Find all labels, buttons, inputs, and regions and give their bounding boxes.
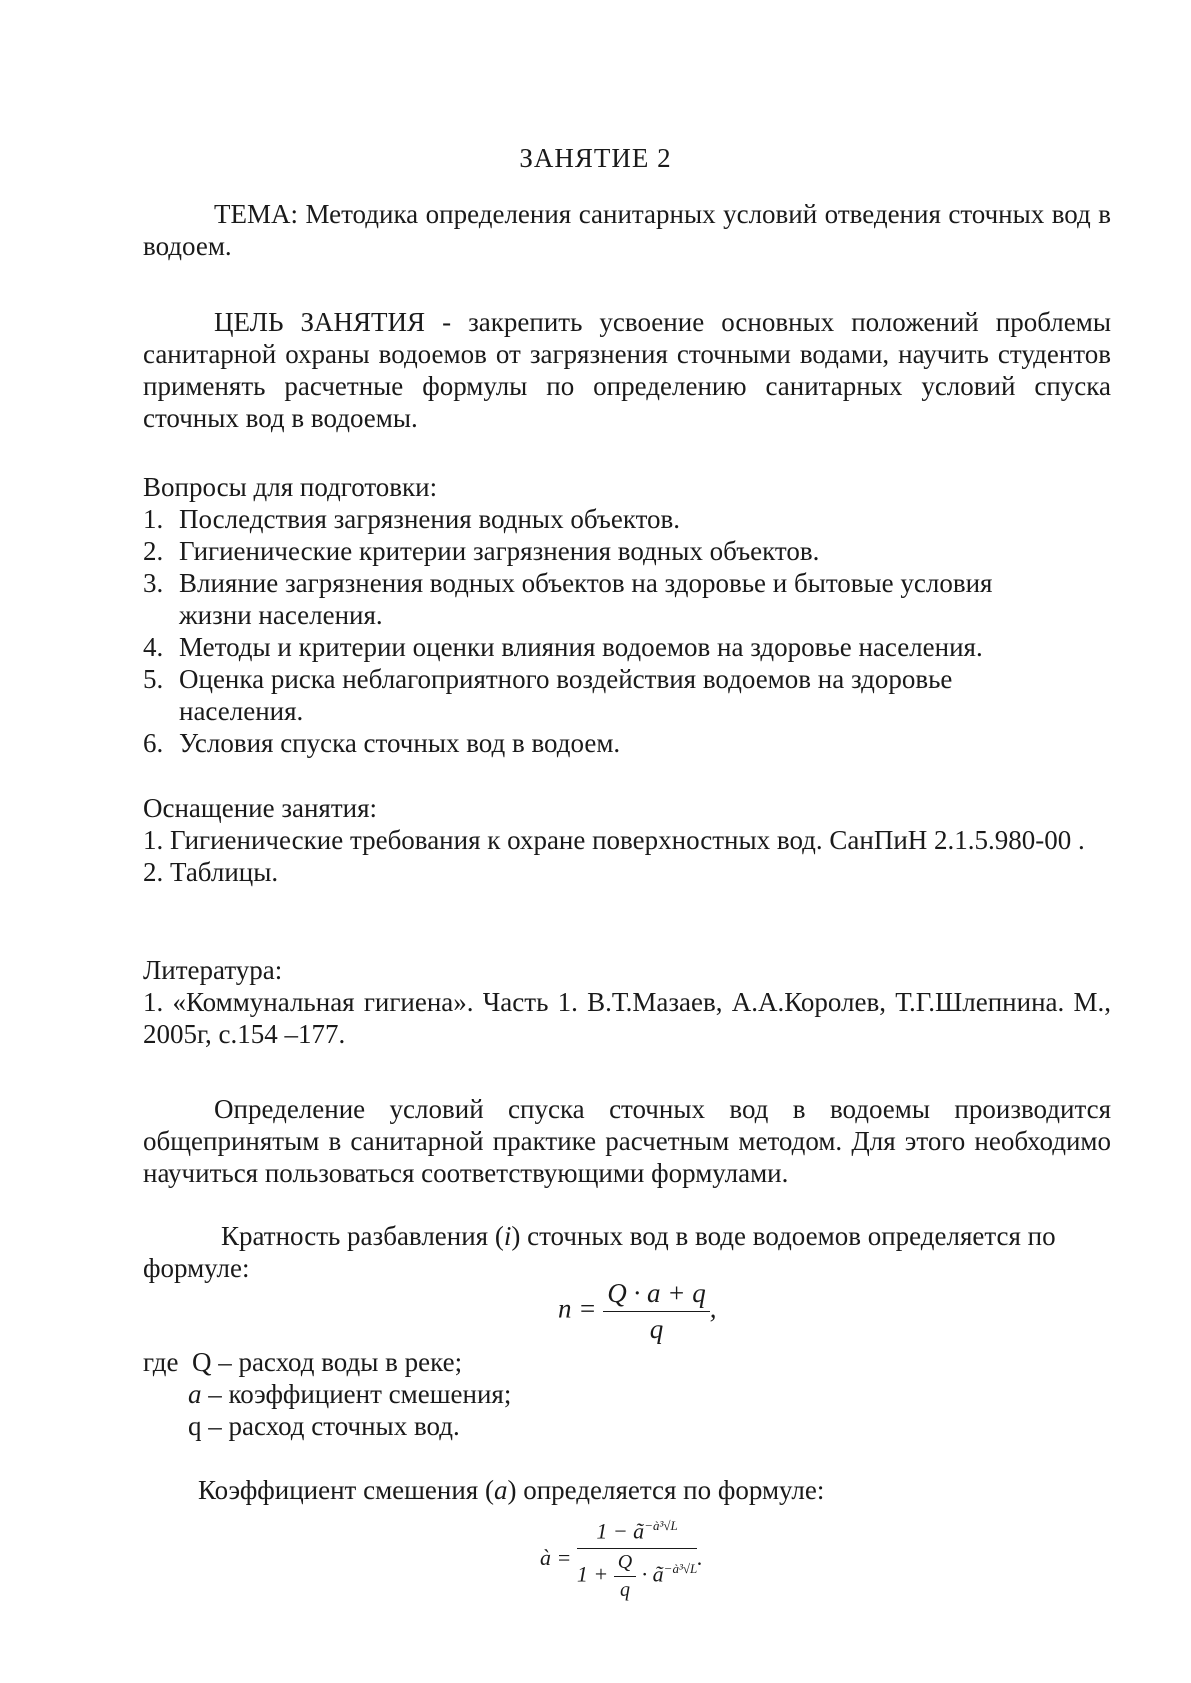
questions-section <box>143 471 1111 759</box>
list-item-text: Оценка риска неблагоприятного воздействия водоемов на здоровье населения. <box>179 664 953 726</box>
literature-section <box>143 954 1111 1050</box>
legend-row <box>143 1346 511 1378</box>
where-legend <box>143 1346 511 1442</box>
list-item <box>143 567 1049 631</box>
list-item-number: 3. <box>143 568 164 598</box>
dilution-paragraph <box>143 1220 1111 1284</box>
mixing-paragraph <box>143 1474 1111 1506</box>
formula-denominator: q <box>649 1314 664 1344</box>
intro-paragraph: Определение условий спуска сточных вод в водоемы производится общепринятым в санитарной практике расчетным методом. Для этого необходимо научиться пользоваться соответствующими формулами. <box>143 1094 1111 1188</box>
equipment-item: 1. Гигиенические требования к охране поверхностных вод. СанПиН 2.1.5.980-00 . <box>143 825 1085 855</box>
list-item-number: 1. <box>143 504 164 534</box>
formula-numerator: $1 - ã^{-à^3√L}$ <box>577 1518 697 1549</box>
equipment-section <box>143 792 1111 888</box>
list-item <box>143 663 1019 727</box>
list-item-number: 5. <box>143 664 164 694</box>
legend-desc: – коэффициент смешения; <box>201 1379 512 1409</box>
formula-inner-fraction: $\frac{Q}{q}$ <box>614 1551 636 1602</box>
formula-fraction <box>577 1518 697 1602</box>
equipment-heading: Оснащение занятия: <box>143 793 378 823</box>
mixing-formula <box>540 1518 703 1602</box>
questions-heading: Вопросы для подготовки: <box>143 472 438 502</box>
legend-symbol: a <box>188 1379 202 1409</box>
list-item <box>143 727 1111 759</box>
mixing-text-after: ) определяется по формуле: <box>507 1475 825 1505</box>
list-item <box>143 503 1111 535</box>
list-item-number: 6. <box>143 728 164 758</box>
legend-desc: – расход воды в реке; <box>211 1347 463 1377</box>
dilution-symbol: i <box>503 1221 512 1251</box>
formula-numerator: Q · a + q <box>603 1278 709 1312</box>
formula-lhs: n = <box>558 1293 597 1324</box>
list-item-text: Последствия загрязнения водных объектов. <box>179 504 681 534</box>
formula-lhs: à = <box>540 1545 572 1571</box>
page-title: ЗАНЯТИЕ 2 <box>519 143 672 173</box>
legend-row <box>143 1378 511 1410</box>
legend-desc: – расход сточных вод. <box>201 1411 460 1441</box>
list-item <box>143 631 1111 663</box>
list-item-number: 2. <box>143 536 164 566</box>
list-item-number: 4. <box>143 632 164 662</box>
dilution-formula <box>558 1278 716 1345</box>
list-item-text: Гигиенические критерии загрязнения водных объектов. <box>179 536 820 566</box>
goal-paragraph: ЦЕЛЬ ЗАНЯТИЯ - закрепить усвоение основных положений проблемы санитарной охраны водоемов от загрязнения сточными водами, научить студентов применять расчетные формулы по определению санитарных условий спуска сточных вод в водоемы. <box>143 307 1111 433</box>
formula-trailing: . <box>697 1545 703 1571</box>
legend-symbol: Q <box>191 1347 212 1377</box>
formula-fraction <box>603 1278 709 1345</box>
list-item-text: Влияние загрязнения водных объектов на здоровье и бытовые условия жизни населения. <box>179 568 993 630</box>
dilution-text-before: Кратность разбавления ( <box>221 1221 504 1251</box>
list-item <box>143 535 1111 567</box>
mixing-symbol: a <box>493 1475 508 1505</box>
list-item-text: Условия спуска сточных вод в водоем. <box>179 728 621 758</box>
dilution-text-after: ) сточных вод в воде водоемов определяется по формуле: <box>143 1221 1056 1283</box>
equipment-item: 2. Таблицы. <box>143 857 279 887</box>
list-item-text: Методы и критерии оценки влияния водоемов на здоровье населения. <box>179 632 983 662</box>
topic-paragraph: ТЕМА: Методика определения санитарных условий отведения сточных вод в водоем. <box>143 199 1111 261</box>
formula-denominator: 1 + $\frac{Q}{q}$ · $ã^{-à^3√L}$ <box>576 1551 698 1602</box>
legend-prefix: где <box>143 1347 179 1377</box>
literature-heading: Литература: <box>143 955 283 985</box>
mixing-text-before: Коэффициент смешения ( <box>198 1475 494 1505</box>
legend-row <box>143 1410 511 1442</box>
questions-list <box>143 503 1111 759</box>
legend-symbol: q <box>188 1411 202 1441</box>
formula-trailing: , <box>709 1293 717 1324</box>
literature-item: 1. «Коммунальная гигиена». Часть 1. В.Т.Мазаев, А.А.Королев, Т.Г.Шлепнина. М., 2005г, с.154 –177. <box>143 987 1111 1049</box>
